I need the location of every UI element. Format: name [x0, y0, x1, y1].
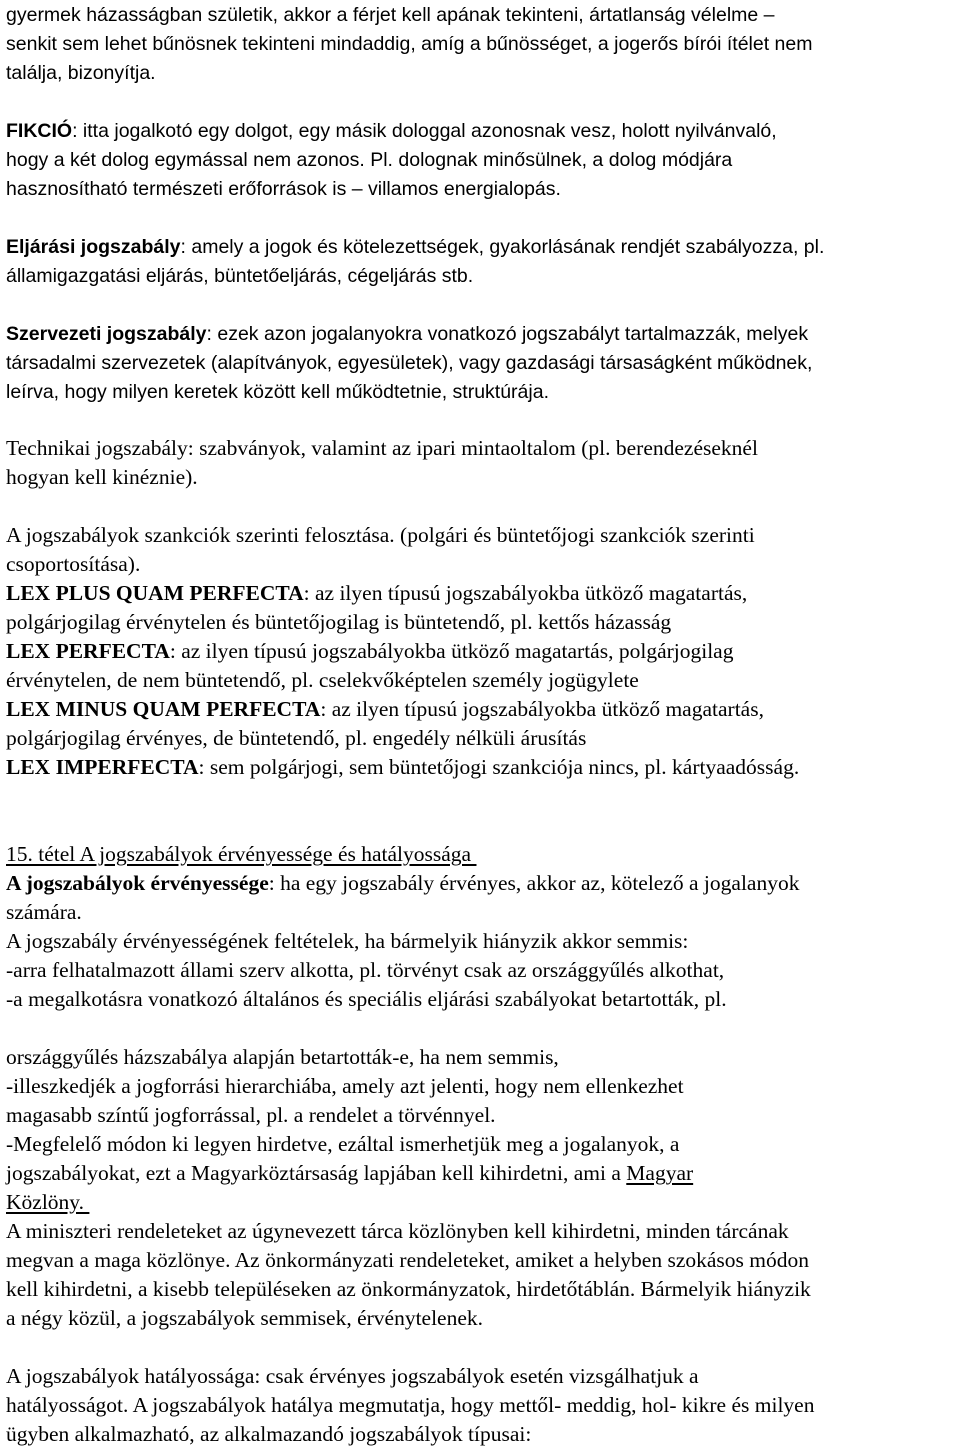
body-text-line: kell kihirdetni, a kisebb településeken az önkormányzatok, hirdetőtáblán. Bármelyik hiányzik	[6, 1277, 811, 1301]
body-text-line: megvan a maga közlönye. Az önkormányzati rendeleteket, amiket a helyben szokásos módon	[6, 1248, 809, 1272]
paragraph-szankciok: A jogszabályok szankciók szerinti felosztása. (polgári és büntetőjogi szankciók szerinti	[6, 523, 755, 547]
paragraph-technikai-jogszabaly: Technikai jogszabály: szabványok, valamint az ipari mintaoltalom (pl. berendezéseknél	[6, 436, 758, 460]
link-magyar-kozlony-continued[interactable]: Közlöny.	[6, 1190, 90, 1214]
term-lex-imperfecta: LEX IMPERFECTA	[6, 755, 199, 779]
list-item: -illeszkedjék a jogforrási hierarchiába, amely azt jelenti, hogy nem ellenkezhet	[6, 1074, 684, 1098]
body-text-line: a négy közül, a jogszabályok semmisek, érvénytelenek.	[6, 1306, 484, 1330]
body-text-line	[6, 1192, 89, 1214]
paragraph-eljarasi-jogszabaly: Eljárási jogszabály: amely a jogok és kötelezettségek, gyakorlásának rendjét szabályozza, pl.	[6, 236, 825, 258]
paragraph-fikcio: FIKCIÓ: itta jogalkotó egy dolgot, egy másik dologgal azonosnak vesz, holott nyilvánvaló,	[6, 120, 777, 142]
paragraph-lex-minus-quam-perfecta: LEX MINUS QUAM PERFECTA: az ilyen típusú jogszabályokba ütköző magatartás,	[6, 697, 764, 721]
body-text-line: számára.	[6, 900, 82, 924]
term-eljarasi-jogszabaly: Eljárási jogszabály	[6, 236, 181, 258]
body-text-line: polgárjogilag érvényes, de büntetendő, pl. engedély nélküli árusítás	[6, 726, 587, 750]
body-text-line: találja, bizonyítja.	[6, 62, 156, 84]
body-text-line: magasabb színtű jogforrással, pl. a rendelet a törvénnyel.	[6, 1103, 496, 1127]
section-heading-15-tetel: 15. tétel A jogszabályok érvényessége és hatályossága	[6, 842, 477, 866]
list-item: -arra felhatalmazott állami szerv alkotta, pl. törvényt csak az országgyűlés alkothat,	[6, 958, 725, 982]
paragraph-szervezeti-jogszabaly: Szervezeti jogszabály: ezek azon jogalanyokra vonatkozó jogszabályt tartalmazzák, melyek	[6, 323, 809, 345]
term-lex-plus-quam-perfecta: LEX PLUS QUAM PERFECTA	[6, 581, 304, 605]
paragraph-ervenyesseg: A jogszabályok érvényessége: ha egy jogszabály érvényes, akkor az, kötelező a jogalanyok	[6, 871, 800, 895]
link-magyar-kozlony[interactable]: Magyar	[626, 1161, 694, 1185]
paragraph-hatalyossag: A jogszabályok hatályossága: csak érvényes jogszabályok esetén vizsgálhatjuk a	[6, 1364, 699, 1388]
body-text-line: hogy a két dolog egymással nem azonos. Pl. dolognak minősülnek, a dolog módjára	[6, 149, 733, 171]
body-text-line: A miniszteri rendeleteket az úgynevezett tárca közlönyben kell kihirdetni, minden tárcának	[6, 1219, 789, 1243]
body-text-line: társadalmi szervezetek (alapítványok, egyesületek), vagy gazdasági társaságként működnek,	[6, 352, 813, 374]
list-item: -a megalkotásra vonatkozó általános és speciális eljárási szabályokat betartották, pl.	[6, 987, 727, 1011]
list-item: -Megfelelő módon ki legyen hirdetve, ezáltal ismerhetjük meg a jogalanyok, a	[6, 1132, 680, 1156]
body-text-line: hatályosságot. A jogszabályok hatálya megmutatja, hogy mettől- meddig, hol- kikre és milyen	[6, 1393, 815, 1417]
term-lex-minus-quam-perfecta: LEX MINUS QUAM PERFECTA	[6, 697, 321, 721]
body-text-line: polgárjogilag érvénytelen és büntetőjogilag is büntetendő, pl. kettős házasság	[6, 610, 672, 634]
body-text-line: gyermek házasságban születik, akkor a férjet kell apának tekinteni, ártatlanság vélelme –	[6, 4, 775, 26]
body-text-line: ügyben alkalmazható, az alkalmazandó jogszabályok típusai:	[6, 1422, 532, 1446]
body-text-line: A jogszabály érvényességének feltételek, ha bármelyik hiányzik akkor semmis:	[6, 929, 689, 953]
paragraph-lex-imperfecta: LEX IMPERFECTA: sem polgárjogi, sem büntetőjogi szankciója nincs, pl. kártyaadósság.	[6, 755, 800, 779]
paragraph-lex-plus-quam-perfecta: LEX PLUS QUAM PERFECTA: az ilyen típusú jogszabályokba ütköző magatartás,	[6, 581, 748, 605]
body-text-line: senkit sem lehet bűnösnek tekinteni mindaddig, amíg a bűnösséget, a jogerős bírói ítélet nem	[6, 33, 813, 55]
body-text-line: leírva, hogy milyen keretek között kell működtetnie, struktúrája.	[6, 381, 549, 403]
term-szervezeti-jogszabaly: Szervezeti jogszabály	[6, 323, 207, 345]
term-jogszabalyok-ervenyessege: A jogszabályok érvényessége	[6, 871, 269, 895]
body-text-line: érvénytelen, de nem büntetendő, pl. cselekvőképtelen személy jogügylete	[6, 668, 639, 692]
body-text-line: országgyűlés házszabálya alapján betartották-e, ha nem semmis,	[6, 1045, 559, 1069]
body-text-line: hasznosítható természeti erőforrások is – villamos energialopás.	[6, 178, 561, 200]
body-text-line: csoportosítása).	[6, 552, 141, 576]
term-lex-perfecta: LEX PERFECTA	[6, 639, 170, 663]
paragraph-lex-perfecta: LEX PERFECTA: az ilyen típusú jogszabályokba ütköző magatartás, polgárjogilag	[6, 639, 734, 663]
body-text-line: jogszabályokat, ezt a Magyarköztársaság lapjában kell kihirdetni, ami a Magyar	[6, 1161, 694, 1185]
body-text-line: hogyan kell kinéznie).	[6, 465, 198, 489]
body-text-line: államigazgatási eljárás, büntetőeljárás, cégeljárás stb.	[6, 265, 474, 287]
term-fikcio: FIKCIÓ	[6, 120, 73, 142]
